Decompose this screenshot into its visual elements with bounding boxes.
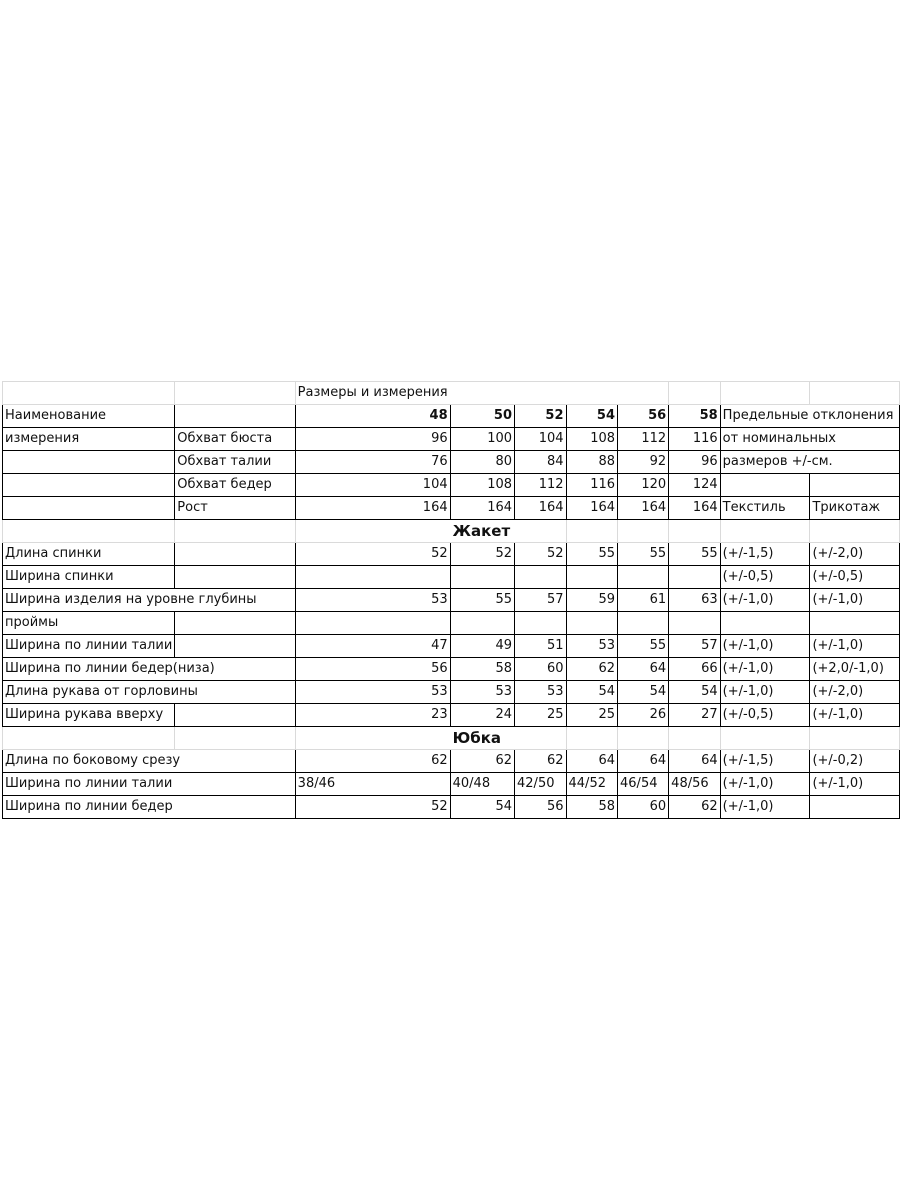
jacket-row xyxy=(3,704,900,727)
garment-measurement-value: 62 xyxy=(295,750,450,773)
garment-measurement-value xyxy=(566,566,618,589)
jacket-row xyxy=(3,635,900,658)
garment-measurement-value: 38/46 xyxy=(295,773,450,796)
garment-measurement-value: 56 xyxy=(295,658,450,681)
measurement-value: 164 xyxy=(450,497,514,520)
garment-measurement-label: Ширина изделия на уровне глубины xyxy=(3,589,296,612)
garment-measurement-value: 57 xyxy=(515,589,567,612)
measurement-value: 92 xyxy=(618,451,669,474)
empty-cell xyxy=(720,382,810,405)
garment-measurement-label: Ширина по линии талии xyxy=(3,773,296,796)
empty-cell xyxy=(810,727,900,750)
empty-cell xyxy=(810,520,900,543)
size-header: 50 xyxy=(450,405,514,428)
garment-measurement-value: 46/54 xyxy=(618,773,669,796)
garment-measurement-value: 60 xyxy=(618,796,669,819)
garment-measurement-value: 61 xyxy=(618,589,669,612)
garment-measurement-value: 63 xyxy=(669,589,721,612)
textile-tolerance: (+/-1,0) xyxy=(720,658,810,681)
garment-measurement-value: 64 xyxy=(618,658,669,681)
garment-measurement-value: 52 xyxy=(515,543,567,566)
garment-measurement-value: 44/52 xyxy=(566,773,618,796)
empty-cell xyxy=(810,474,900,497)
measurement-value: 116 xyxy=(566,474,618,497)
empty-cell xyxy=(175,704,295,727)
garment-measurement-value: 52 xyxy=(450,543,514,566)
garment-measurement-value: 55 xyxy=(669,543,721,566)
empty-cell xyxy=(720,727,810,750)
garment-measurement-value xyxy=(566,612,618,635)
measurement-value: 124 xyxy=(669,474,721,497)
empty-cell xyxy=(3,727,175,750)
measurement-value: 164 xyxy=(618,497,669,520)
name-header-line2: измерения xyxy=(3,428,175,451)
textile-tolerance: (+/-0,5) xyxy=(720,704,810,727)
garment-measurement-value: 62 xyxy=(669,796,721,819)
textile-tolerance: (+/-1,5) xyxy=(720,750,810,773)
garment-measurement-value: 52 xyxy=(295,796,450,819)
garment-measurement-label: Длина спинки xyxy=(3,543,175,566)
garment-measurement-label: проймы xyxy=(3,612,175,635)
jacket-row xyxy=(3,658,900,681)
garment-measurement-value: 62 xyxy=(515,750,567,773)
jacket-row xyxy=(3,566,900,589)
garment-measurement-value: 25 xyxy=(566,704,618,727)
size-header: 58 xyxy=(669,405,721,428)
garment-measurement-value: 25 xyxy=(515,704,567,727)
knit-tolerance: (+/-0,2) xyxy=(810,750,900,773)
garment-measurement-value: 51 xyxy=(515,635,567,658)
measurement-value: 112 xyxy=(515,474,567,497)
garment-measurement-value xyxy=(295,612,450,635)
jacket-section-title: Жакет xyxy=(450,520,514,543)
measurement-value: 164 xyxy=(669,497,721,520)
garment-measurement-label: Ширина по линии бедер xyxy=(3,796,296,819)
measurement-value: 84 xyxy=(515,451,567,474)
garment-measurement-value: 59 xyxy=(566,589,618,612)
garment-measurement-value: 60 xyxy=(515,658,567,681)
empty-cell xyxy=(618,520,669,543)
empty-cell xyxy=(295,727,450,750)
garment-measurement-value xyxy=(295,566,450,589)
garment-measurement-value: 58 xyxy=(450,658,514,681)
garment-measurement-value: 64 xyxy=(618,750,669,773)
knit-tolerance: (+/-1,0) xyxy=(810,704,900,727)
garment-measurement-value: 64 xyxy=(669,750,721,773)
garment-measurement-value: 56 xyxy=(515,796,567,819)
garment-measurement-value: 53 xyxy=(566,635,618,658)
measurement-value: 164 xyxy=(515,497,567,520)
body-measurement-row xyxy=(3,474,900,497)
empty-cell xyxy=(566,727,618,750)
measurement-label: Обхват талии xyxy=(175,451,295,474)
empty-cell xyxy=(669,727,721,750)
garment-measurement-value: 26 xyxy=(618,704,669,727)
textile-tolerance: (+/-1,0) xyxy=(720,635,810,658)
garment-measurement-value: 62 xyxy=(566,658,618,681)
size-header: 54 xyxy=(566,405,618,428)
empty-cell xyxy=(175,520,295,543)
jacket-row xyxy=(3,681,900,704)
body-measurement-row xyxy=(3,428,900,451)
empty-cell xyxy=(618,727,669,750)
garment-measurement-value xyxy=(618,612,669,635)
garment-measurement-value: 47 xyxy=(295,635,450,658)
measurement-value: 120 xyxy=(618,474,669,497)
measurement-label: Обхват бедер xyxy=(175,474,295,497)
knit-tolerance xyxy=(810,796,900,819)
empty-cell xyxy=(175,543,295,566)
knit-header: Трикотаж xyxy=(810,497,900,520)
empty-cell xyxy=(720,520,810,543)
garment-measurement-value: 27 xyxy=(669,704,721,727)
measurement-value: 104 xyxy=(295,474,450,497)
garment-measurement-value: 53 xyxy=(515,681,567,704)
measurement-value: 96 xyxy=(669,451,721,474)
textile-tolerance: (+/-0,5) xyxy=(720,566,810,589)
garment-measurement-value: 23 xyxy=(295,704,450,727)
jacket-section-row xyxy=(3,520,900,543)
measurement-value: 100 xyxy=(450,428,514,451)
textile-tolerance xyxy=(720,612,810,635)
garment-measurement-value: 52 xyxy=(295,543,450,566)
jacket-row xyxy=(3,543,900,566)
jacket-row xyxy=(3,612,900,635)
skirt-row xyxy=(3,796,900,819)
deviation-header: Предельные отклонения xyxy=(720,405,899,428)
empty-cell xyxy=(720,474,810,497)
deviation-header-line3: размеров +/-см. xyxy=(720,451,899,474)
garment-measurement-value: 64 xyxy=(566,750,618,773)
garment-measurement-value xyxy=(618,566,669,589)
knit-tolerance: (+/-0,5) xyxy=(810,566,900,589)
garment-measurement-label: Длина по боковому срезу xyxy=(3,750,296,773)
garment-measurement-value xyxy=(450,566,514,589)
garment-measurement-value: 55 xyxy=(618,543,669,566)
measurement-value: 104 xyxy=(515,428,567,451)
garment-measurement-value: 24 xyxy=(450,704,514,727)
size-header: 56 xyxy=(618,405,669,428)
garment-measurement-value: 57 xyxy=(669,635,721,658)
textile-tolerance: (+/-1,5) xyxy=(720,543,810,566)
garment-measurement-label: Ширина рукава вверху xyxy=(3,704,175,727)
textile-header: Текстиль xyxy=(720,497,810,520)
measurement-label: Рост xyxy=(175,497,295,520)
garment-measurement-value xyxy=(669,566,721,589)
body-measurement-row xyxy=(3,451,900,474)
empty-cell xyxy=(3,474,175,497)
size-header: 48 xyxy=(295,405,450,428)
garment-measurement-value xyxy=(669,612,721,635)
empty-cell xyxy=(515,382,567,405)
empty-cell xyxy=(175,612,295,635)
empty-cell xyxy=(3,497,175,520)
empty-cell xyxy=(175,635,295,658)
textile-tolerance: (+/-1,0) xyxy=(720,796,810,819)
knit-tolerance: (+/-2,0) xyxy=(810,681,900,704)
garment-measurement-value: 42/50 xyxy=(515,773,567,796)
empty-cell xyxy=(3,451,175,474)
garment-measurement-value xyxy=(450,612,514,635)
measurement-value: 112 xyxy=(618,428,669,451)
empty-cell xyxy=(295,520,450,543)
measurement-value: 108 xyxy=(450,474,514,497)
garment-measurement-value xyxy=(515,612,567,635)
garment-measurement-value: 49 xyxy=(450,635,514,658)
garment-measurement-value: 54 xyxy=(618,681,669,704)
measurement-value: 116 xyxy=(669,428,721,451)
empty-cell xyxy=(515,520,567,543)
empty-cell xyxy=(450,382,514,405)
textile-tolerance: (+/-1,0) xyxy=(720,773,810,796)
garment-measurement-value: 54 xyxy=(669,681,721,704)
measurement-value: 96 xyxy=(295,428,450,451)
table-title: Размеры и измерения xyxy=(295,382,450,405)
measurement-value: 164 xyxy=(566,497,618,520)
size-chart-table xyxy=(2,381,900,819)
garment-measurement-value xyxy=(515,566,567,589)
skirt-section-row xyxy=(3,727,900,750)
garment-measurement-label: Длина рукава от горловины xyxy=(3,681,296,704)
garment-measurement-value: 58 xyxy=(566,796,618,819)
name-header: Наименование xyxy=(3,405,175,428)
textile-tolerance: (+/-1,0) xyxy=(720,681,810,704)
garment-measurement-value: 54 xyxy=(450,796,514,819)
garment-measurement-value: 55 xyxy=(566,543,618,566)
empty-cell xyxy=(810,382,900,405)
garment-measurement-value: 55 xyxy=(450,589,514,612)
empty-cell xyxy=(3,520,175,543)
empty-cell xyxy=(3,382,175,405)
knit-tolerance: (+/-1,0) xyxy=(810,635,900,658)
size-header: 52 xyxy=(515,405,567,428)
garment-measurement-value: 53 xyxy=(295,681,450,704)
textile-tolerance: (+/-1,0) xyxy=(720,589,810,612)
measurement-value: 164 xyxy=(295,497,450,520)
garment-measurement-label: Ширина по линии талии xyxy=(3,635,175,658)
garment-measurement-label: Ширина по линии бедер(низа) xyxy=(3,658,296,681)
garment-measurement-value: 54 xyxy=(566,681,618,704)
garment-measurement-value: 48/56 xyxy=(669,773,721,796)
empty-cell xyxy=(566,520,618,543)
empty-cell xyxy=(566,382,618,405)
measurement-value: 76 xyxy=(295,451,450,474)
garment-measurement-value: 62 xyxy=(450,750,514,773)
garment-measurement-value: 53 xyxy=(450,681,514,704)
title-row xyxy=(3,382,900,405)
garment-measurement-value: 40/48 xyxy=(450,773,514,796)
skirt-row xyxy=(3,773,900,796)
empty-cell xyxy=(175,566,295,589)
measurement-value: 88 xyxy=(566,451,618,474)
measurement-label: Обхват бюста xyxy=(175,428,295,451)
empty-cell xyxy=(515,727,567,750)
empty-cell xyxy=(175,405,295,428)
knit-tolerance: (+/-1,0) xyxy=(810,589,900,612)
measurement-value: 108 xyxy=(566,428,618,451)
empty-cell xyxy=(175,382,295,405)
jacket-row xyxy=(3,589,900,612)
skirt-section-title: Юбка xyxy=(450,727,514,750)
empty-cell xyxy=(669,382,721,405)
knit-tolerance: (+/-1,0) xyxy=(810,773,900,796)
skirt-row xyxy=(3,750,900,773)
knit-tolerance: (+2,0/-1,0) xyxy=(810,658,900,681)
garment-measurement-label: Ширина спинки xyxy=(3,566,175,589)
garment-measurement-value: 55 xyxy=(618,635,669,658)
empty-cell xyxy=(175,727,295,750)
empty-cell xyxy=(669,520,721,543)
knit-tolerance xyxy=(810,612,900,635)
garment-measurement-value: 53 xyxy=(295,589,450,612)
header-row xyxy=(3,405,900,428)
body-measurement-row xyxy=(3,497,900,520)
measurement-value: 80 xyxy=(450,451,514,474)
garment-measurement-value: 66 xyxy=(669,658,721,681)
deviation-header-line2: от номинальных xyxy=(720,428,899,451)
empty-cell xyxy=(618,382,669,405)
knit-tolerance: (+/-2,0) xyxy=(810,543,900,566)
